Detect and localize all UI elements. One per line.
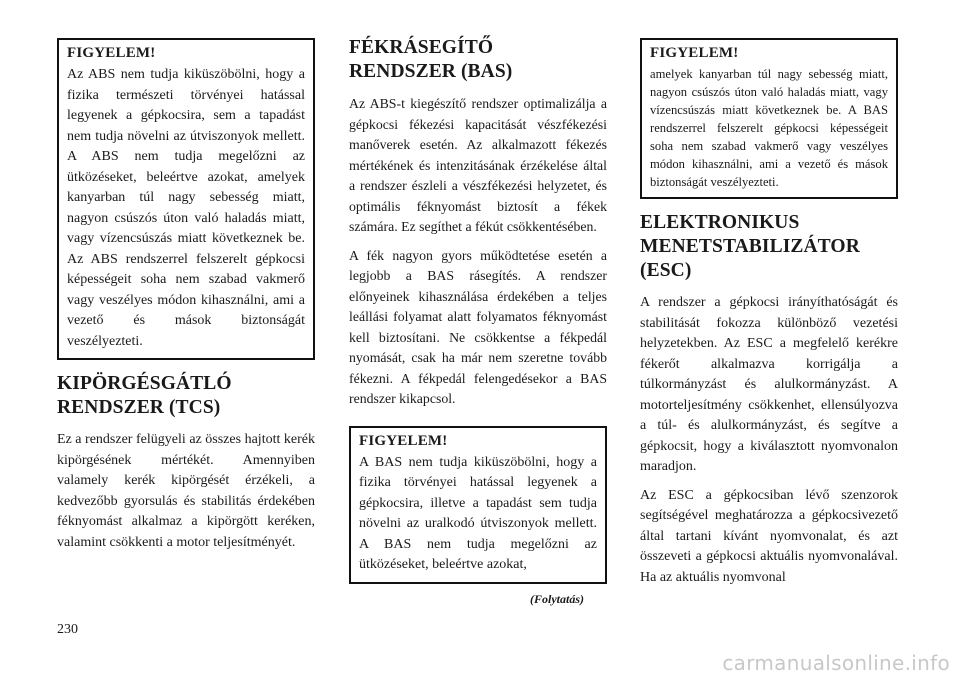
warning-title: FIGYELEM!	[650, 45, 739, 61]
section-heading-tcs: KIPÖRGÉSGÁTLÓ RENDSZER (TCS)	[57, 373, 232, 418]
continued-label: (Folytatás)	[530, 592, 584, 606]
section-heading-bas: FÉKRÁSEGÍTŐ RENDSZER (BAS)	[349, 37, 513, 82]
esc-paragraph-2: Az ESC a gépkocsiban lévő szenzorok segítségével meghatározza a gépkocsivezető által tartani kívánt nyomvonalat, és azt összeveti a gépkocsi aktuális nyomvonalával. Ha az aktuális nyomvonal	[640, 487, 898, 585]
watermark: carmanualsonline.info	[722, 651, 950, 675]
warning-box-abs	[57, 38, 315, 360]
column-middle	[349, 38, 607, 584]
bas-paragraph-2: A fék nagyon gyors működtetése esetén a legjobb a BAS rásegítés. A rendszer előnyeinek kihasználása érdekében a teljes leállási folyamat alatt folyamatos féknyomást kell biztosítani. Ne csökkentse a fékpedál nyomását, csak ha már nem szeretne tovább fékezni. A fékpedál felengedésekor a BAS rendszer kikapcsol.	[349, 247, 607, 406]
warning-box-bas-continued	[640, 38, 898, 199]
warning-text: Az ABS nem tudja kiküszöbölni, hogy a fizika természeti törvényei hatással legyenek a gépkocsira, sem a tapadást nem tudja növelni az útviszonyok mellett. A ABS nem tudja megelőzni az ütközéseket, beleértve azokat, amelyek kanyarban túl nagy sebesség miatt, nagyon csúszós úton való haladás miatt, vagy vízencsúszás miatt következnek be. Az ABS rendszerrel felszerelt gépkocsi képességeit soha nem szabad vakmerő vagy veszélyes módon kihasználni, ami a vezető és mások biztonságát veszélyezteti.	[67, 67, 305, 349]
warning-title: FIGYELEM!	[359, 432, 448, 449]
page-number: 230	[57, 622, 78, 637]
warning-text: amelyek kanyarban túl nagy sebesség miatt, nagyon csúszós úton való haladás miatt, vagy vízencsúszás miatt következnek be. A BAS rendszerrel felszerelt gépkocsi képességeit soha nem szabad vakmerő vagy veszélyes módon kihasználni, ami a vezető és mások biztonságát veszélyezteti.	[650, 67, 888, 189]
warning-title: FIGYELEM!	[67, 45, 156, 61]
warning-box-bas	[349, 426, 607, 584]
column-right	[640, 38, 898, 596]
bas-paragraph-1: Az ABS-t kiegészítő rendszer optimalizálja a gépkocsi fékezési kapacitását vészfékezési manőverek esetén. Az alkalmazott fékezés mértékének és intenzitásának érzékelése által a rendszer észleli a vészfékezési helyzetet, és optimális féknyomást biztosít a fékek számára. Ez segíthet a fékút csökkentésében.	[349, 96, 607, 234]
column-left	[57, 38, 315, 561]
tcs-paragraph: Ez a rendszer felügyeli az összes hajtott kerék kipörgésének mértékét. Amennyiben valamely kerék kipörgését érzékeli, a kedvezőbb gyorsulás és stabilitás érdekében féknyomást alkalmaz a kipörgött keréken, valamint csökkenti a motor teljesítményét.	[57, 432, 315, 550]
section-heading-esc: ELEKTRONIKUS MENETSTABILIZÁTOR (ESC)	[640, 212, 860, 281]
esc-paragraph-1: A rendszer a gépkocsi irányíthatóságát és stabilitását fokozza különböző vezetési helyzetekben. Az ESC a megfelelő kerékre fékerőt alkalmazva korrigálja a túlkormányzást és alulkormányzást. A motorteljesítmény csökkenhet, ellensúlyozva a túl- és alulkormányzást, és segítve a gépkocsit, hogy a kiválasztott nyomvonalon maradjon.	[640, 295, 898, 474]
warning-text: A BAS nem tudja kiküszöbölni, hogy a fizika törvényei hatással legyenek a gépkocsira, illetve a tapadást sem tudja növelni az uralkodó útviszonyok mellett. A BAS nem tudja megelőzni az ütközéseket, beleértve azokat,	[359, 454, 597, 572]
